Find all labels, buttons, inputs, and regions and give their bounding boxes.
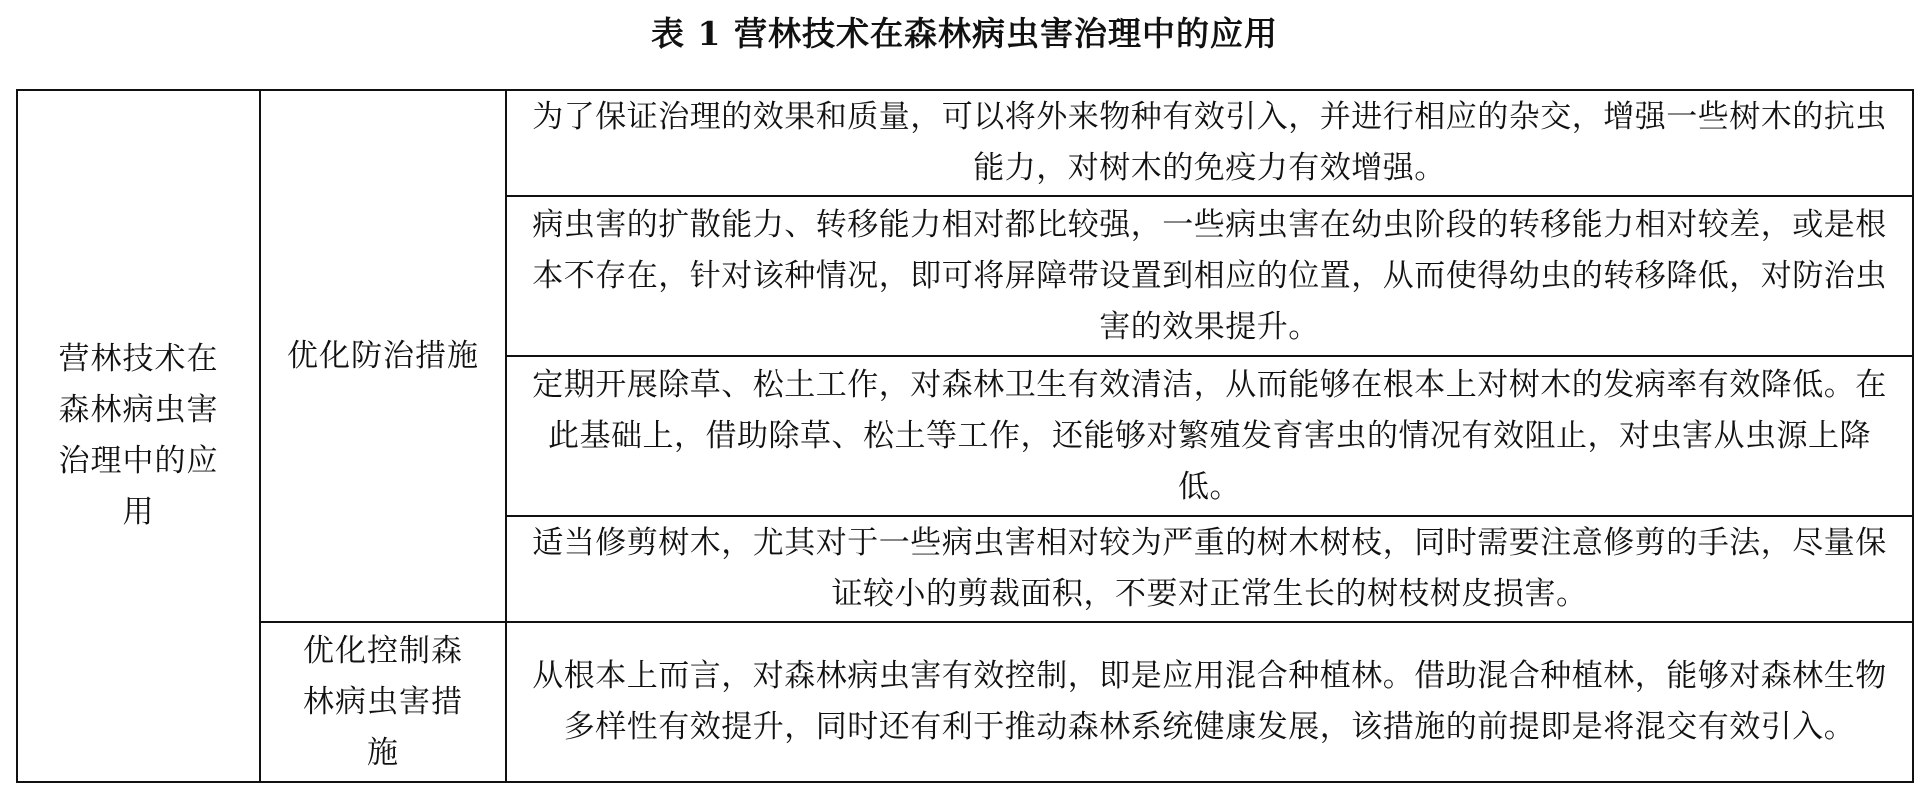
category-cell <box>17 90 260 782</box>
group-label-control <box>260 622 506 782</box>
measure-cell: 病虫害的扩散能力、转移能力相对都比较强，一些病虫害在幼虫阶段的转移能力相对较差，或是根本不存在，针对该种情况，即可将屏障带设置到相应的位置，从而使得幼虫的转移降低，对防治虫害的效果提升。 <box>506 196 1913 356</box>
table-caption: 表 1 营林技术在森林病虫害治理中的应用 <box>651 14 1278 53</box>
group-label-control-text: 优化控制森林病虫害措施 <box>303 632 463 771</box>
measure-cell: 定期开展除草、松土工作，对森林卫生有效清洁，从而能够在根本上对树木的发病率有效降低。在此基础上，借助除草、松土等工作，还能够对繁殖发育害虫的情况有效阻止，对虫害从虫源上降低。 <box>506 356 1913 516</box>
measures-table <box>16 89 1914 783</box>
category-text: 营林技术在森林病虫害治理中的应用 <box>58 341 219 530</box>
measure-cell: 从根本上而言，对森林病虫害有效控制，即是应用混合种植林。借助混合种植林，能够对森林生物多样性有效提升，同时还有利于推动森林系统健康发展，该措施的前提即是将混交有效引入。 <box>506 622 1913 782</box>
measure-cell: 适当修剪树木，尤其对于一些病虫害相对较为严重的树木树枝，同时需要注意修剪的手法，尽量保证较小的剪裁面积，不要对正常生长的树枝树皮损害。 <box>506 516 1913 622</box>
table-row <box>17 90 1913 196</box>
measure-cell: 为了保证治理的效果和质量，可以将外来物种有效引入，并进行相应的杂交，增强一些树木的抗虫能力，对树木的免疫力有效增强。 <box>506 90 1913 196</box>
group-label-prevention: 优化防治措施 <box>260 90 506 622</box>
table-row <box>17 622 1913 782</box>
